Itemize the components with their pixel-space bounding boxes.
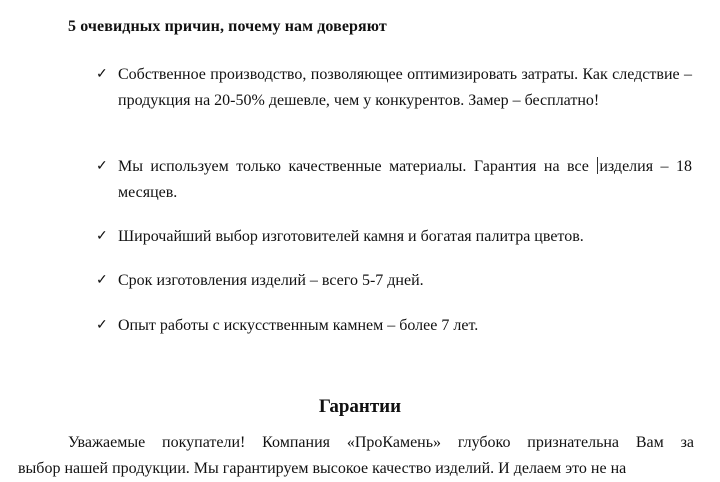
list-item <box>96 224 692 250</box>
paragraph-line: выбор нашей продукции. Мы гарантируем высокое качество изделий. И делаем это не на <box>18 460 627 477</box>
list-item-text: Собственное производство, позволяющее оптимизировать затраты. Как следствие – продукция на 20-50% дешевле, чем у конкурентов. Замер – бесплатно! <box>118 66 692 109</box>
check-mark-icon: ✓ <box>96 159 108 174</box>
list-item-text: Срок изготовления изделий – всего 5-7 дней. <box>118 272 424 289</box>
list-item <box>96 313 692 339</box>
list-item-text: Широчайший выбор изготовителей камня и богатая палитра цветов. <box>118 228 584 245</box>
check-mark-icon: ✓ <box>96 273 108 288</box>
list-item-text: Мы используем только качественные материалы. Гарантия на все изделия – 18 месяцев. <box>118 158 692 201</box>
guarantee-paragraph <box>18 430 694 482</box>
check-mark-icon: ✓ <box>96 67 108 82</box>
paragraph-line: Уважаемые покупатели! Компания «ПроКамень» глубоко признательна Вам за <box>68 434 694 451</box>
list-item <box>96 268 692 294</box>
check-mark-icon: ✓ <box>96 318 108 333</box>
check-mark-icon: ✓ <box>96 229 108 244</box>
list-item <box>96 154 692 206</box>
section-title: Гарантии <box>318 396 402 417</box>
list-item-text: Опыт работы с искусственным камнем – более 7 лет. <box>118 317 479 334</box>
reasons-heading: 5 очевидных причин, почему нам доверяют <box>68 18 387 35</box>
list-item <box>96 62 692 114</box>
